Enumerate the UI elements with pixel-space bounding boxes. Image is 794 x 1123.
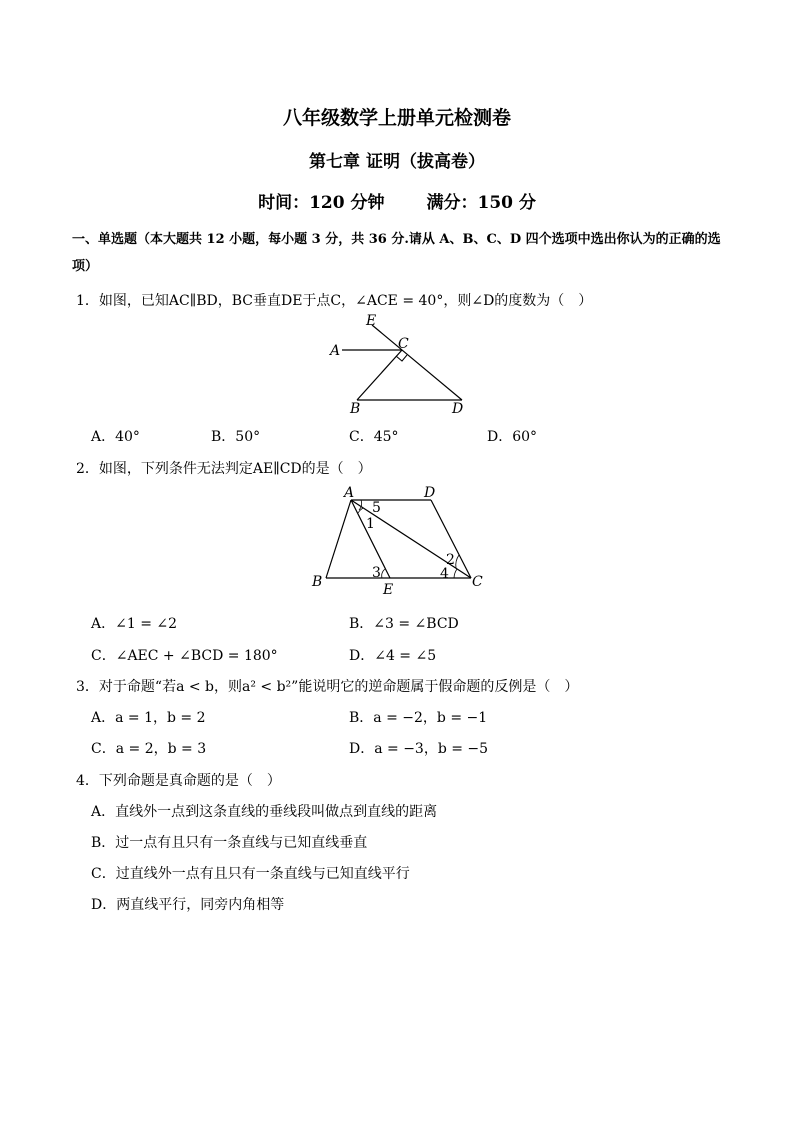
q2-option-b: B．∠3 = ∠BCD — [349, 616, 459, 632]
section-heading: 一、单选题（本大题共 12 小题，每小题 3 分，共 36 分.请从 A、B、C、D 四个选项中选出你认为的正确的选项） — [72, 232, 721, 274]
question-4-stem: 4．下列命题是真命题的是（ ） — [76, 773, 281, 789]
q1-label-A: A — [330, 343, 341, 359]
q1-option-a: A．40° — [91, 429, 140, 445]
q2-angle-2: 2 — [446, 552, 455, 568]
question-2-stem: 2．如图，下列条件无法判定AE∥CD的是（ ） — [76, 461, 372, 477]
q2-label-C: C — [472, 574, 483, 590]
question-2-figure — [306, 482, 496, 600]
exam-title: 八年级数学上册单元检测卷 — [282, 107, 511, 129]
q2-angle-4: 4 — [440, 566, 449, 582]
q4-option-c: C．过直线外一点有且只有一条直线与已知直线平行 — [91, 866, 410, 882]
q1-label-D: D — [452, 401, 464, 417]
q1-label-E: E — [366, 313, 377, 329]
q4-option-a: A．直线外一点到这条直线的垂线段叫做点到直线的距离 — [91, 804, 438, 820]
q3-option-a: A．a = 1，b = 2 — [91, 710, 206, 726]
q2-option-a: A．∠1 = ∠2 — [91, 616, 178, 632]
q3-option-c: C．a = 2，b = 3 — [91, 741, 207, 757]
q1-option-c: C．45° — [349, 429, 399, 445]
question-1-figure — [322, 310, 482, 420]
question-3-stem: 3．对于命题“若a < b，则a² < b²”能说明它的逆命题属于假命题的反例是（ ） — [76, 679, 579, 695]
chapter-subtitle: 第七章 证明（拔高卷） — [309, 152, 485, 172]
q1-label-B: B — [350, 401, 361, 417]
q4-option-b: B．过一点有且只有一条直线与已知直线垂直 — [91, 835, 368, 851]
q1-option-d: D．60° — [487, 429, 538, 445]
q2-angle-5: 5 — [372, 500, 381, 516]
q2-label-A: A — [344, 485, 355, 501]
q2-label-D: D — [424, 485, 436, 501]
q2-label-B: B — [312, 574, 323, 590]
question-1-stem: 1．如图，已知AC∥BD，BC垂直DE于点C，∠ACE = 40°，则∠D的度数为（ ） — [76, 293, 593, 309]
q1-label-C: C — [398, 336, 409, 352]
q3-option-d: D．a = −3，b = −5 — [349, 741, 489, 757]
q2-option-d: D．∠4 = ∠5 — [349, 648, 437, 664]
q1-option-b: B．50° — [211, 429, 261, 445]
full-score: 满分：150 分 — [426, 193, 536, 213]
q2-angle-1: 1 — [366, 516, 375, 532]
q3-option-b: B．a = −2，b = −1 — [349, 710, 488, 726]
q2-label-E: E — [383, 582, 394, 598]
q2-option-c: C．∠AEC + ∠BCD = 180° — [91, 648, 278, 664]
q4-option-d: D．两直线平行，同旁内角相等 — [91, 897, 285, 913]
time-limit: 时间：120 分钟 — [258, 193, 385, 213]
q2-angle-3: 3 — [372, 565, 381, 581]
time-score-line — [0, 188, 794, 213]
